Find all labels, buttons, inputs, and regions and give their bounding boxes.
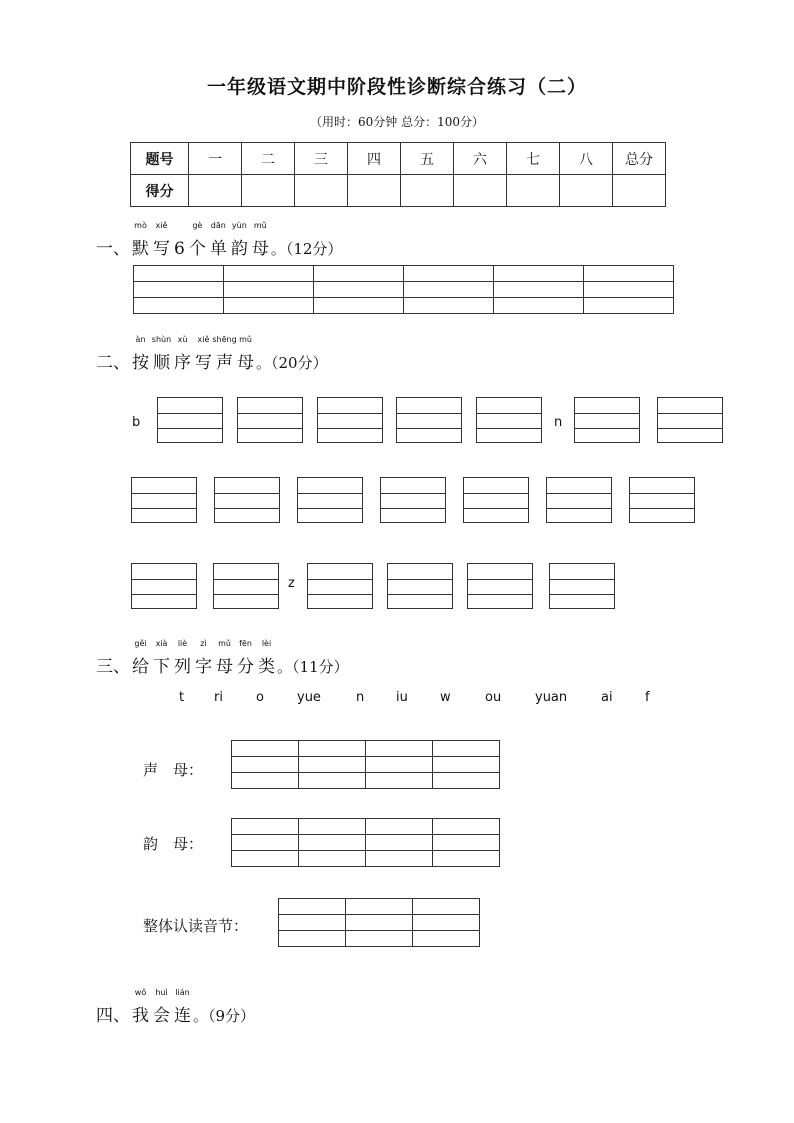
hanzi-char: 列 bbox=[174, 657, 191, 677]
q1-title-char bbox=[188, 221, 206, 259]
grid-cell[interactable] bbox=[346, 915, 413, 931]
score-col-3: 三 bbox=[295, 143, 348, 175]
hanzi-char: 韵 bbox=[230, 239, 248, 259]
writing-box[interactable] bbox=[629, 477, 695, 523]
grid-cell[interactable] bbox=[279, 899, 346, 915]
q3-title-char bbox=[195, 639, 212, 677]
grid-cell[interactable] bbox=[366, 741, 433, 757]
q3-item: iu bbox=[396, 690, 408, 705]
grid-cell[interactable] bbox=[299, 819, 366, 835]
q3-label-syllables: 整体认读音节： bbox=[143, 917, 249, 935]
grid-cell[interactable] bbox=[433, 773, 500, 789]
grid-row bbox=[232, 741, 500, 757]
q3-item: ri bbox=[214, 690, 223, 705]
pinyin-annotation: gè bbox=[192, 221, 203, 230]
grid-cell[interactable] bbox=[314, 282, 404, 298]
score-table-header-row bbox=[131, 143, 666, 175]
q2-title-chars bbox=[130, 335, 256, 373]
grid-cell[interactable] bbox=[433, 741, 500, 757]
q1-title-char bbox=[132, 221, 149, 259]
writing-box[interactable] bbox=[396, 397, 462, 443]
hanzi-char: 写 bbox=[153, 239, 170, 259]
grid-cell[interactable] bbox=[433, 835, 500, 851]
writing-box[interactable] bbox=[317, 397, 383, 443]
pinyin-annotation: shēng bbox=[212, 335, 237, 344]
score-cell[interactable] bbox=[189, 175, 242, 207]
q3-item: f bbox=[645, 690, 650, 705]
q3-item: w bbox=[440, 690, 451, 705]
pinyin-annotation: gěi bbox=[134, 639, 147, 648]
q3-initials-grid bbox=[231, 740, 500, 789]
hanzi-char: 默 bbox=[132, 239, 149, 259]
grid-cell[interactable] bbox=[413, 899, 480, 915]
hanzi-char: 我 bbox=[132, 1006, 149, 1026]
q3-title-chars bbox=[130, 639, 277, 677]
grid-cell[interactable] bbox=[134, 298, 224, 314]
grid-row bbox=[134, 282, 674, 298]
grid-cell[interactable] bbox=[314, 266, 404, 282]
score-cell[interactable] bbox=[295, 175, 348, 207]
grid-cell[interactable] bbox=[366, 819, 433, 835]
hanzi-char: 会 bbox=[153, 1006, 170, 1026]
pinyin-annotation: liè bbox=[177, 639, 188, 648]
hanzi-char: 母 bbox=[237, 353, 254, 373]
grid-cell[interactable] bbox=[494, 266, 584, 282]
grid-cell[interactable] bbox=[232, 757, 299, 773]
score-col-4: 四 bbox=[348, 143, 401, 175]
grid-cell[interactable] bbox=[232, 741, 299, 757]
writing-box[interactable] bbox=[297, 477, 363, 523]
hanzi-char: 按 bbox=[132, 353, 149, 373]
score-cell[interactable] bbox=[560, 175, 613, 207]
score-cell[interactable] bbox=[401, 175, 454, 207]
hanzi-char: 母 bbox=[216, 657, 233, 677]
q3-title-char bbox=[174, 639, 191, 677]
grid-cell[interactable] bbox=[232, 819, 299, 835]
pinyin-annotation: mǔ bbox=[253, 221, 267, 230]
q2-letter-n: n bbox=[554, 415, 563, 430]
grid-cell[interactable] bbox=[433, 757, 500, 773]
grid-cell[interactable] bbox=[494, 298, 584, 314]
hanzi-char: 单 bbox=[209, 239, 227, 259]
grid-cell[interactable] bbox=[134, 282, 224, 298]
hanzi-char: 分 bbox=[237, 657, 254, 677]
q3-title-char bbox=[153, 639, 170, 677]
grid-cell[interactable] bbox=[584, 282, 674, 298]
q3-item: n bbox=[356, 690, 365, 705]
q4-title-char bbox=[132, 988, 149, 1026]
q3-number: 三、 bbox=[96, 657, 130, 677]
grid-row bbox=[279, 915, 480, 931]
grid-cell[interactable] bbox=[433, 819, 500, 835]
grid-cell[interactable] bbox=[366, 851, 433, 867]
pinyin-annotation: lián bbox=[175, 988, 190, 997]
score-col-6: 六 bbox=[454, 143, 507, 175]
grid-cell[interactable] bbox=[299, 851, 366, 867]
grid-cell[interactable] bbox=[346, 931, 413, 947]
hanzi-char: 序 bbox=[174, 353, 191, 373]
score-col-1: 一 bbox=[189, 143, 242, 175]
grid-cell[interactable] bbox=[232, 835, 299, 851]
writing-box[interactable] bbox=[463, 477, 529, 523]
grid-cell[interactable] bbox=[494, 282, 584, 298]
grid-cell[interactable] bbox=[299, 757, 366, 773]
q2-points: 。（20分） bbox=[256, 354, 328, 372]
q1-title-char bbox=[209, 221, 227, 259]
writing-box[interactable] bbox=[237, 397, 303, 443]
writing-box[interactable] bbox=[157, 397, 223, 443]
q3-points: 。（11分） bbox=[277, 658, 349, 676]
pinyin-annotation: zì bbox=[200, 639, 207, 648]
hanzi-char: 母 bbox=[251, 239, 269, 259]
hanzi-char: 声 bbox=[216, 353, 233, 373]
q1-answer-grid bbox=[133, 265, 674, 314]
grid-cell[interactable] bbox=[299, 741, 366, 757]
writing-box[interactable] bbox=[549, 563, 615, 609]
grid-cell[interactable] bbox=[232, 773, 299, 789]
hanzi-char: 6 bbox=[174, 239, 185, 259]
hanzi-char: 连 bbox=[174, 1006, 191, 1026]
score-col-8: 八 bbox=[560, 143, 613, 175]
q4-title-chars bbox=[130, 988, 193, 1026]
score-table-header-label: 题号 bbox=[131, 143, 189, 175]
q4-heading bbox=[96, 988, 256, 1026]
q3-label-initials: 声 母： bbox=[143, 761, 204, 779]
score-cell[interactable] bbox=[613, 175, 666, 207]
q2-title-char bbox=[151, 335, 172, 373]
q2-number: 二、 bbox=[96, 353, 130, 373]
grid-cell[interactable] bbox=[224, 266, 314, 282]
score-col-5: 五 bbox=[401, 143, 454, 175]
pinyin-annotation: àn bbox=[135, 335, 146, 344]
grid-cell[interactable] bbox=[134, 266, 224, 282]
grid-cell[interactable] bbox=[299, 773, 366, 789]
q1-heading bbox=[96, 221, 343, 259]
score-table bbox=[130, 142, 666, 207]
q3-label-finals: 韵 母： bbox=[143, 835, 204, 853]
grid-row bbox=[232, 835, 500, 851]
writing-box[interactable] bbox=[213, 563, 279, 609]
grid-cell[interactable] bbox=[413, 931, 480, 947]
grid-cell[interactable] bbox=[584, 298, 674, 314]
grid-cell[interactable] bbox=[366, 773, 433, 789]
grid-cell[interactable] bbox=[314, 298, 404, 314]
grid-row bbox=[232, 851, 500, 867]
q1-title-char bbox=[251, 221, 269, 259]
grid-cell[interactable] bbox=[404, 266, 494, 282]
pinyin-annotation: mǔ bbox=[239, 335, 252, 344]
q3-finals-grid bbox=[231, 818, 500, 867]
pinyin-annotation: xiě bbox=[197, 335, 210, 344]
q3-item: t bbox=[179, 690, 185, 705]
grid-cell[interactable] bbox=[413, 915, 480, 931]
hanzi-char: 类 bbox=[258, 657, 275, 677]
score-table-score-row bbox=[131, 175, 666, 207]
pinyin-annotation: fēn bbox=[239, 639, 252, 648]
grid-cell[interactable] bbox=[584, 266, 674, 282]
pinyin-annotation: yùn bbox=[231, 221, 247, 230]
pinyin-annotation: mǔ bbox=[218, 639, 231, 648]
q2-title-char bbox=[212, 335, 237, 373]
pinyin-annotation: huì bbox=[155, 988, 168, 997]
q1-title-char bbox=[153, 221, 170, 259]
writing-box[interactable] bbox=[307, 563, 373, 609]
q1-points: 。（12分） bbox=[270, 240, 343, 258]
grid-cell[interactable] bbox=[224, 298, 314, 314]
score-col-total: 总分 bbox=[613, 143, 666, 175]
writing-box[interactable] bbox=[387, 563, 453, 609]
writing-box[interactable] bbox=[476, 397, 542, 443]
q1-title-char bbox=[174, 239, 185, 259]
grid-cell[interactable] bbox=[232, 851, 299, 867]
q2-letter-b: b bbox=[132, 415, 141, 430]
score-cell[interactable] bbox=[454, 175, 507, 207]
q2-title-char bbox=[195, 335, 212, 373]
hanzi-char: 写 bbox=[195, 353, 212, 373]
q2-title-char bbox=[132, 335, 149, 373]
grid-row bbox=[279, 899, 480, 915]
q3-item: o bbox=[256, 690, 264, 705]
score-cell[interactable] bbox=[242, 175, 295, 207]
writing-box[interactable] bbox=[131, 563, 197, 609]
q1-title-char bbox=[230, 221, 248, 259]
q4-title-char bbox=[153, 988, 170, 1026]
score-col-7: 七 bbox=[507, 143, 560, 175]
pinyin-annotation: wǒ bbox=[134, 988, 147, 997]
score-table-score-label: 得分 bbox=[131, 175, 189, 207]
q3-item: ou bbox=[485, 690, 502, 705]
pinyin-annotation: shùn bbox=[151, 335, 172, 344]
q1-title-chars bbox=[130, 221, 271, 259]
grid-cell[interactable] bbox=[346, 899, 413, 915]
q1-number: 一、 bbox=[96, 239, 130, 259]
q3-syllables-grid bbox=[278, 898, 480, 947]
writing-box[interactable] bbox=[574, 397, 640, 443]
q3-title-char bbox=[258, 639, 275, 677]
q2-title-char bbox=[174, 335, 191, 373]
grid-row bbox=[232, 757, 500, 773]
grid-row bbox=[279, 931, 480, 947]
hanzi-char: 顺 bbox=[153, 353, 170, 373]
hanzi-char: 字 bbox=[195, 657, 212, 677]
q3-heading bbox=[96, 639, 349, 677]
page-title: 一年级语文期中阶段性诊断综合练习（二） bbox=[206, 76, 587, 98]
pinyin-annotation: xià bbox=[155, 639, 168, 648]
q3-title-char bbox=[237, 639, 254, 677]
score-col-2: 二 bbox=[242, 143, 295, 175]
score-cell[interactable] bbox=[348, 175, 401, 207]
q2-heading bbox=[96, 335, 328, 373]
pinyin-annotation: xiě bbox=[155, 221, 168, 230]
q3-item: yue bbox=[297, 690, 321, 705]
grid-row bbox=[134, 266, 674, 282]
q3-title-char bbox=[216, 639, 233, 677]
hanzi-char: 个 bbox=[188, 239, 206, 259]
grid-cell[interactable] bbox=[404, 298, 494, 314]
grid-row bbox=[232, 773, 500, 789]
q4-number: 四、 bbox=[96, 1006, 130, 1026]
grid-row bbox=[232, 819, 500, 835]
grid-cell[interactable] bbox=[366, 757, 433, 773]
grid-cell[interactable] bbox=[366, 835, 433, 851]
grid-row bbox=[134, 298, 674, 314]
grid-cell[interactable] bbox=[404, 282, 494, 298]
pinyin-annotation: dān bbox=[210, 221, 226, 230]
pinyin-annotation: xù bbox=[177, 335, 188, 344]
grid-cell[interactable] bbox=[299, 835, 366, 851]
pinyin-annotation: mò bbox=[134, 221, 147, 230]
score-cell[interactable] bbox=[507, 175, 560, 207]
q3-item: yuan bbox=[535, 690, 568, 705]
writing-box[interactable] bbox=[380, 477, 446, 523]
q2-title-char bbox=[237, 335, 254, 373]
writing-box[interactable] bbox=[131, 477, 197, 523]
writing-box[interactable] bbox=[657, 397, 723, 443]
hanzi-char: 给 bbox=[132, 657, 149, 677]
grid-cell[interactable] bbox=[224, 282, 314, 298]
q4-title-char bbox=[174, 988, 191, 1026]
writing-box[interactable] bbox=[467, 563, 533, 609]
q2-letter-z: z bbox=[288, 576, 295, 591]
pinyin-annotation: lèi bbox=[261, 639, 272, 648]
grid-cell[interactable] bbox=[279, 931, 346, 947]
page-subtitle: （用时：60分钟 总分：100分） bbox=[310, 115, 484, 129]
grid-cell[interactable] bbox=[279, 915, 346, 931]
q3-title-char bbox=[132, 639, 149, 677]
q3-item: ai bbox=[601, 690, 613, 705]
writing-box[interactable] bbox=[214, 477, 280, 523]
hanzi-char: 下 bbox=[153, 657, 170, 677]
writing-box[interactable] bbox=[546, 477, 612, 523]
grid-cell[interactable] bbox=[433, 851, 500, 867]
q4-points: 。（9分） bbox=[193, 1007, 256, 1025]
